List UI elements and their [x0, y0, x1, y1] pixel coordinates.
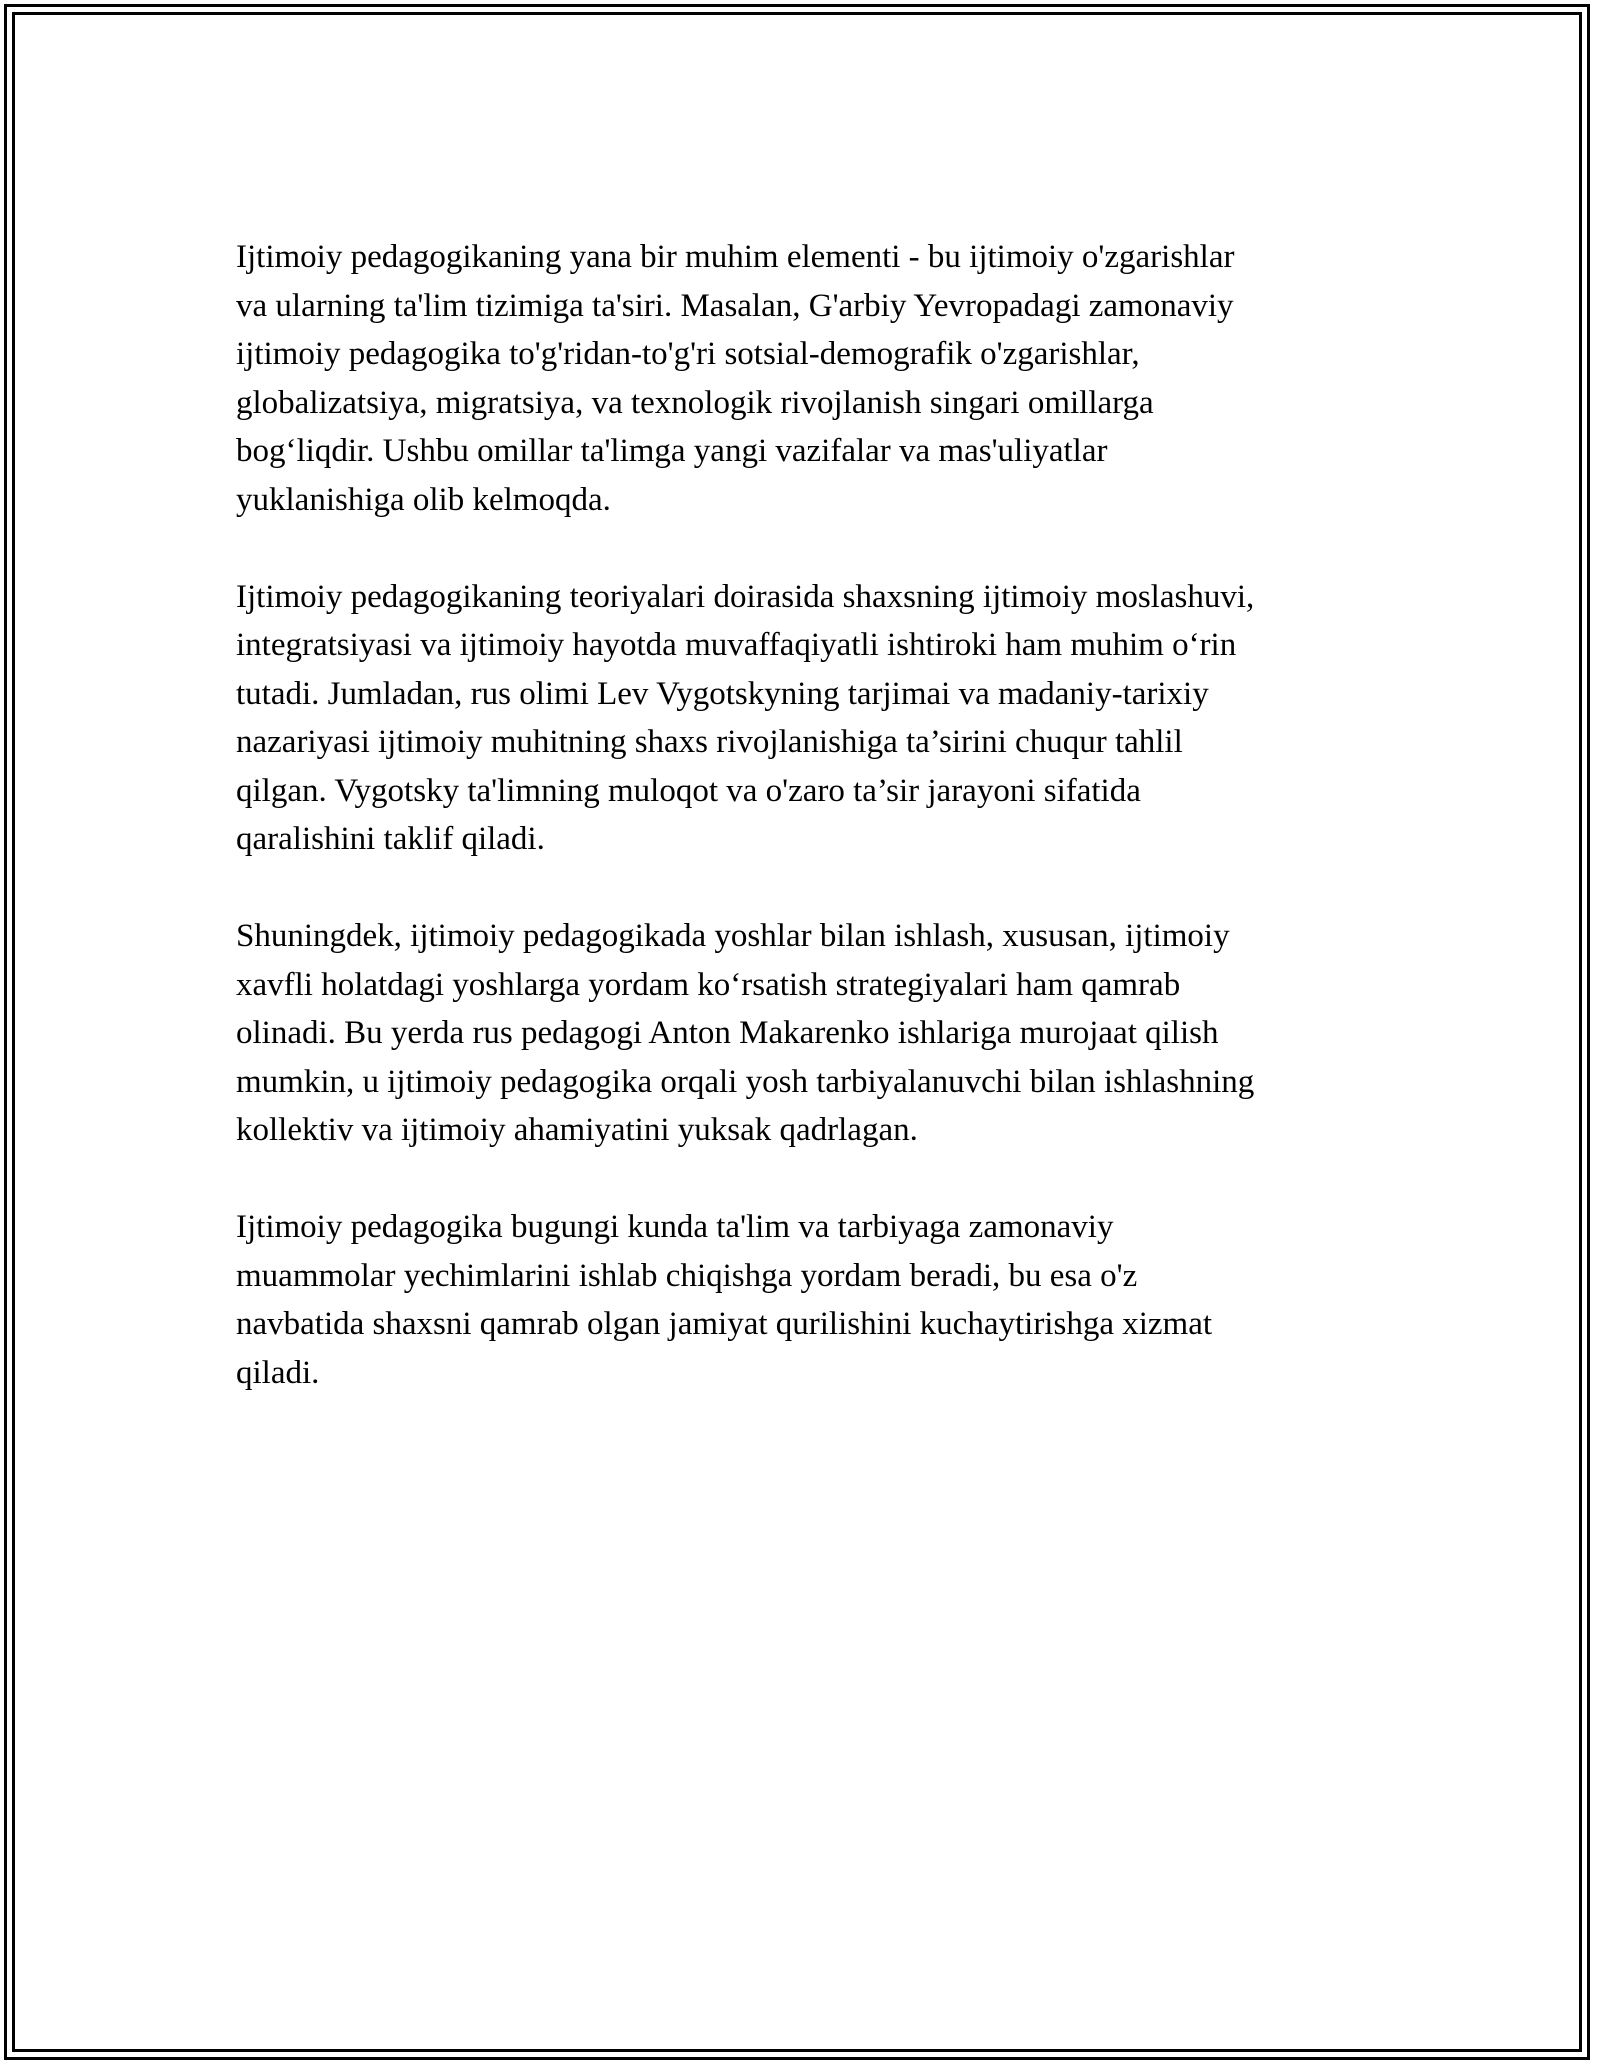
text-line: mumkin, u ijtimoiy pedagogika orqali yosh tarbiyalanuvchi bilan ishlashning: [236, 1063, 1255, 1100]
text-line: tutadi. Jumladan, rus olimi Lev Vygotskyning tarjimai va madaniy-tarixiy: [236, 675, 1209, 712]
text-line: Ijtimoiy pedagogikaning teoriyalari doirasida shaxsning ijtimoiy moslashuvi,: [236, 578, 1255, 615]
paragraph-2: [236, 573, 1386, 864]
paragraph-1: [236, 233, 1386, 524]
text-line: Ijtimoiy pedagogikaning yana bir muhim elementi - bu ijtimoiy o'zgarishlar: [236, 239, 1235, 275]
text-line: olinadi. Bu yerda rus pedagogi Anton Makarenko ishlariga murojaat qilish: [236, 1015, 1219, 1051]
text-line: yuklanishiga olib kelmoqda.: [236, 481, 611, 518]
text-line: qaralishini taklif qiladi.: [236, 821, 545, 857]
document-body: [236, 233, 1386, 1446]
text-line: muammolar yechimlarini ishlab chiqishga yordam beradi, bu esa o'z: [236, 1257, 1138, 1294]
text-line: navbatida shaxsni qamrab olgan jamiyat qurilishini kuchaytirishga xizmat: [236, 1306, 1213, 1342]
text-line: va ularning ta'lim tizimiga ta'siri. Masalan, G'arbiy Yevropadagi zamonaviy: [236, 287, 1234, 324]
text-line: nazariyasi ijtimoiy muhitning shaxs rivojlanishiga ta’sirini chuqur tahlil: [236, 724, 1183, 760]
text-line: kollektiv va ijtimoiy ahamiyatini yuksak qadrlagan.: [236, 1112, 918, 1148]
text-line: xavfli holatdagi yoshlarga yordam ko‘rsatish strategiyalari ham qamrab: [236, 966, 1181, 1003]
paragraph-3: [236, 912, 1386, 1155]
text-line: Shuningdek, ijtimoiy pedagogikada yoshlar bilan ishlash, xususan, ijtimoiy: [236, 918, 1230, 954]
text-line: bog‘liqdir. Ushbu omillar ta'limga yangi vazifalar va mas'uliyatlar: [236, 433, 1108, 469]
text-line: Ijtimoiy pedagogika bugungi kunda ta'lim va tarbiyaga zamonaviy: [236, 1209, 1114, 1245]
text-line: globalizatsiya, migratsiya, va texnologik rivojlanish singari omillarga: [236, 384, 1154, 421]
text-line: qilgan. Vygotsky ta'limning muloqot va o'zaro ta’sir jarayoni sifatida: [236, 772, 1141, 809]
text-line: ijtimoiy pedagogika to'g'ridan-to'g'ri sotsial-demografik o'zgarishlar,: [236, 336, 1140, 372]
text-line: integratsiyasi va ijtimoiy hayotda muvaffaqiyatli ishtiroki ham muhim o‘rin: [236, 627, 1237, 663]
text-line: qiladi.: [236, 1354, 320, 1391]
paragraph-4: [236, 1203, 1386, 1397]
